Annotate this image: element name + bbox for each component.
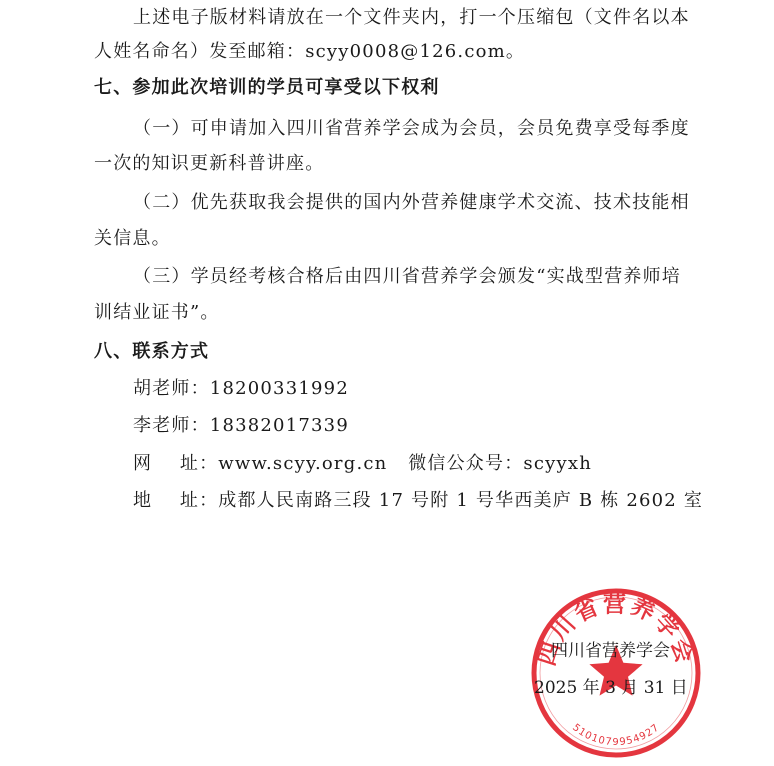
materials-line-1: 上述电子版材料请放在一个文件夹内，打一个压缩包（文件名以本 (133, 7, 690, 28)
contact-hu: 胡老师：18200331992 (133, 378, 349, 399)
section-7-heading: 七、参加此次培训的学员可享受以下权利 (94, 77, 440, 98)
seal-number: 5101079954927 (570, 722, 662, 749)
signature-org: 四川省营养学会 (551, 641, 670, 661)
materials-line-2: 人姓名命名）发至邮箱：scyy0008@126.com。 (94, 41, 526, 62)
rights-item-3-line-1: （三）学员经考核合格后由四川省营养学会颁发“实战型营养师培 (133, 266, 681, 287)
rights-item-2-line-1: （二）优先获取我会提供的国内外营养健康学术交流、技术技能相 (133, 192, 690, 213)
contact-li: 李老师：18382017339 (133, 415, 349, 436)
contact-website: 网 址：www.scyy.org.cn 微信公众号：scyyxh (133, 453, 593, 474)
section-8-heading: 八、联系方式 (94, 341, 210, 362)
contact-address: 地 址：成都人民南路三段 17 号附 1 号华西美庐 B 栋 2602 室 (133, 490, 704, 511)
rights-item-1-line-1: （一）可申请加入四川省营养学会成为会员，会员免费享受每季度 (133, 118, 690, 139)
rights-item-1-line-2: 一次的知识更新科普讲座。 (94, 153, 325, 174)
signature-date: 2025 年 3 月 31 日 (534, 678, 688, 698)
official-seal (528, 585, 704, 761)
rights-item-2-line-2: 关信息。 (94, 228, 171, 249)
rights-item-3-line-2: 训结业证书”。 (94, 302, 220, 323)
seal-text: 四川省营养学会 (533, 591, 699, 669)
